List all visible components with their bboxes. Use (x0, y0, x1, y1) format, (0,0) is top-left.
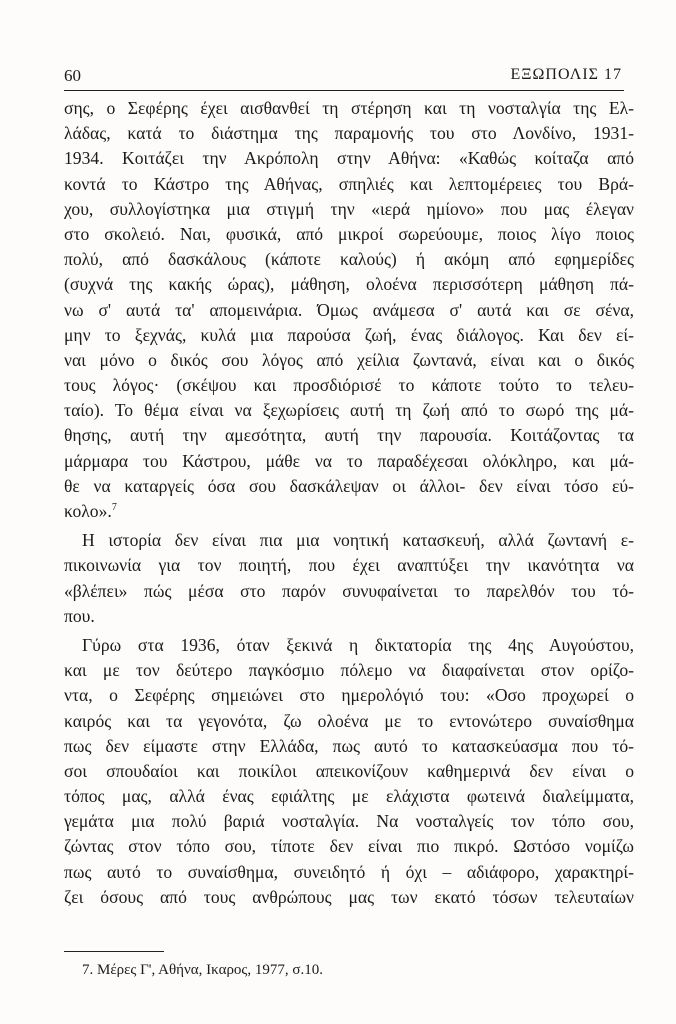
text-line: ντα, ο Σεφέρης σημειώνει στο ημερολόγιό του: «Οσο προχωρεί ο (64, 685, 634, 706)
text-line: σης, ο Σεφέρης έχει αισθανθεί τη στέρηση και τη νοσταλγία της Ελ- (64, 98, 634, 118)
text-line: πικοινωνία για τον ποιητή, που έχει αναπτύξει την ικανότητα να (64, 555, 634, 576)
text-line: χου, συλλογίστηκα μια στιγμή την «ιερά ημίονο» που μας έλεγαν (64, 198, 634, 219)
footnote-divider (64, 951, 164, 952)
text-line: ταίο). Το θέμα είναι να ξεχωρίσεις αυτή τη ζωή από το σωρό της μά- (64, 400, 634, 421)
text-line: γεμάτα μια πολύ βαριά νοσταλγία. Να νοσταλγείς τον τόπο σου, (64, 811, 634, 832)
text-line: πολύ, από δασκάλους (κάποτε καλούς) ή ακόμη από εφημερίδες (64, 249, 634, 270)
running-title: ΕΞΩΠΟΛΙΣ 17 (510, 66, 622, 83)
text-line: «βλέπει» πώς μέσα στο παρόν συνυφαίνεται το παρελθόν του τό- (64, 580, 634, 601)
text-line: νω σ' αυτά τα' απομεινάρια. Όμως ανάμεσα σ' αυτά και σε σένα, (64, 299, 634, 320)
text-line: πως αυτό το συναίσθημα, συνειδητό ή όχι – αδιάφορο, χαρακτηρί- (64, 861, 634, 882)
text-line: πως δεν είμαστε στην Ελλάδα, πως αυτό το κατασκεύασμα που τό- (64, 735, 634, 756)
text-line: θε να καταργείς όσα σου δασκάλεψαν οι άλλοι- δεν είναι τόσο εύ- (64, 475, 634, 496)
footnote-marker: 7 (111, 502, 117, 513)
text-line: λάδας, κατά το διάστημα της παραμονής του στο Λονδίνο, 1931- (64, 123, 634, 144)
text-line: που. (64, 605, 95, 626)
text-line: ζει όσους από τους ανθρώπους μας των εκατό τόσων τελευταίων (64, 886, 634, 907)
text-line: κοντά το Κάστρο της Αθήνας, σπηλιές και λεπτομέρειες του Βρά- (64, 173, 634, 194)
text-line: (συχνά της κακής ώρας), μάθηση, ολοένα περισσότερη μάθηση πά- (64, 274, 634, 295)
text-line: μην το ξεχνάς, κυλά μια παρούσα ζωή, ένας διάλογος. Και δεν εί- (64, 324, 634, 345)
text-line: ναι μόνο ο δικός σου λόγος από χείλια ζωντανά, είναι και ο δικός (64, 349, 634, 370)
paragraph-start-line: Η ιστορία δεν είναι πια μια νοητική κατασκευή, αλλά ζωντανή ε- (82, 530, 634, 551)
text-line (64, 499, 634, 524)
text-line: 1934. Κοιτάζει την Ακρόπολη στην Αθήνα: «Καθώς κοίταζα από (64, 148, 634, 169)
page-number: 60 (64, 66, 81, 85)
text-line: σοι σπουδαίοι και ποικίλοι απεικονίζουν καθημερινά δεν είναι ο (64, 760, 634, 781)
text-line: ζώντας στον τόπο σου, τίποτε δεν είναι πιο πικρό. Ωστόσο νομίζω (64, 836, 634, 857)
text-line: στο σκολειό. Ναι, φυσικά, από μικροί σωρεύουμε, ποιος λίγο ποιος (64, 223, 634, 244)
text-line: θησης, αυτή την αμεσότητα, αυτή την παρουσία. Κοιτάζοντας τα (64, 425, 634, 446)
page-header (64, 64, 624, 91)
footnote: 7. Μέρες Γ', Αθήνα, Ικαρος, 1977, σ.10. (82, 962, 323, 978)
body-text (64, 96, 634, 910)
text-line: μάρμαρα του Κάστρου, μάθε να το παραδέχεσαι ολόκληρο, και μά- (64, 450, 634, 471)
text-line: και με τον δεύτερο παγκόσμιο πόλεμο να διαφαίνεται στον ορίζο- (64, 660, 634, 681)
text-line-content: κολο». (64, 501, 112, 521)
text-line: τους λόγος· (σκέψου και προσδιόρισέ το κάποτε τούτο το τελευ- (64, 375, 634, 396)
paragraph-start-line: Γύρω στα 1936, όταν ξεκινά η δικτατορία της 4ης Αυγούστου, (82, 634, 634, 655)
text-line: καιρός και τα γεγονότα, ζω ολοένα με το εντονώτερο συναίσθημα (64, 710, 634, 731)
text-line: τόπος μας, αλλά ένας εφιάλτης με ελάχιστα φωτεινά διαλείμματα, (64, 786, 634, 807)
